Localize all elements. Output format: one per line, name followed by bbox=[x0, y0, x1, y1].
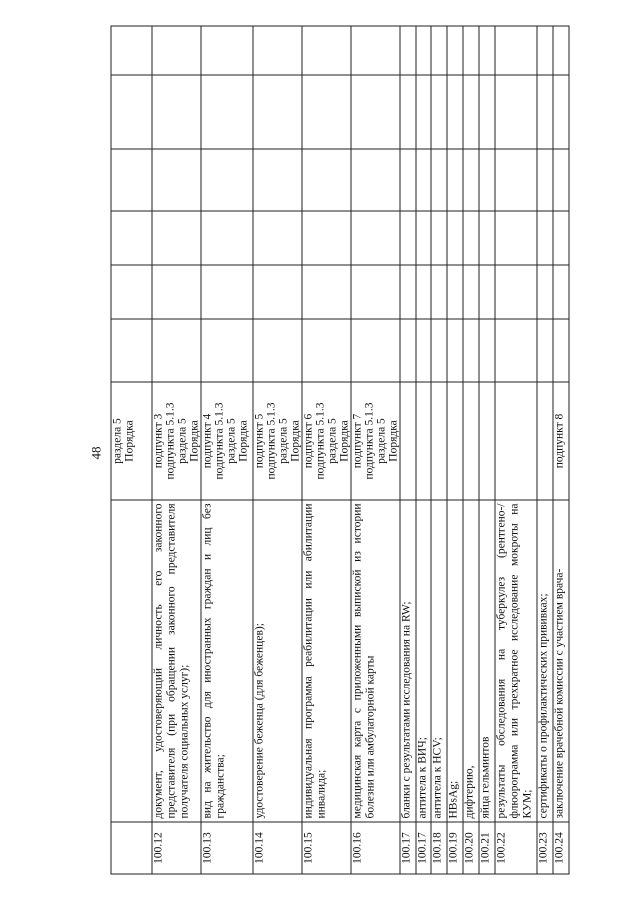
reference-line: подпункт 4 bbox=[201, 413, 213, 468]
document-description: результаты обследования на туберкулез (рентгено-/флюорограмма или трехкратное исследование мокроты на КУМ; bbox=[495, 500, 537, 822]
empty-cell bbox=[416, 26, 431, 75]
empty-cell bbox=[495, 319, 537, 382]
reference-line: Порядка bbox=[338, 419, 350, 462]
reference-cell bbox=[479, 382, 495, 500]
table-row bbox=[537, 26, 553, 874]
table-row bbox=[431, 26, 447, 874]
table-row bbox=[152, 26, 201, 874]
row-number: 100.12 bbox=[152, 822, 201, 874]
empty-cell bbox=[553, 75, 569, 149]
empty-cell bbox=[152, 265, 201, 319]
reference-cell bbox=[416, 382, 431, 500]
empty-cell bbox=[537, 26, 553, 75]
reference-cell bbox=[302, 382, 351, 500]
row-number: 100.19 bbox=[447, 822, 463, 874]
empty-cell bbox=[253, 319, 302, 382]
document-description: сертификаты о профилактических прививках; bbox=[537, 500, 553, 822]
document-description: HBsAg; bbox=[447, 500, 463, 822]
table-row bbox=[553, 26, 569, 874]
empty-cell bbox=[431, 26, 447, 75]
document-description: удостоверение беженца (для беженцев); bbox=[253, 500, 302, 822]
empty-cell bbox=[302, 149, 351, 211]
empty-cell bbox=[111, 149, 152, 211]
empty-cell bbox=[400, 211, 416, 265]
empty-cell bbox=[152, 75, 201, 149]
reference-cell bbox=[111, 382, 152, 500]
table-row bbox=[201, 26, 253, 874]
empty-cell bbox=[400, 149, 416, 211]
reference-cell bbox=[400, 382, 416, 500]
empty-cell bbox=[537, 211, 553, 265]
row-number: 100.14 bbox=[253, 822, 302, 874]
row-number: 100.24 bbox=[553, 822, 569, 874]
empty-cell bbox=[416, 211, 431, 265]
empty-cell bbox=[463, 26, 479, 75]
empty-cell bbox=[201, 26, 253, 75]
empty-cell bbox=[201, 319, 253, 382]
empty-cell bbox=[302, 211, 351, 265]
empty-cell bbox=[447, 319, 463, 382]
document-description: документ, удостоверяющий личность его законного представителя (при обращении законного представителя получателя социальных услуг); bbox=[152, 500, 201, 822]
empty-cell bbox=[431, 211, 447, 265]
empty-cell bbox=[431, 149, 447, 211]
reference-line: раздела 5 bbox=[326, 417, 338, 464]
document-description: бланки с результатами исследования на RW; bbox=[400, 500, 416, 822]
empty-cell bbox=[479, 211, 495, 265]
empty-cell bbox=[537, 75, 553, 149]
empty-cell bbox=[400, 265, 416, 319]
empty-cell bbox=[479, 26, 495, 75]
empty-cell bbox=[537, 319, 553, 382]
reference-line: раздела 5 bbox=[225, 417, 237, 464]
reference-cell bbox=[463, 382, 479, 500]
reference-line: подпункт 3 bbox=[152, 413, 164, 468]
empty-cell bbox=[111, 75, 152, 149]
empty-cell bbox=[495, 265, 537, 319]
row-number bbox=[111, 822, 152, 874]
empty-cell bbox=[253, 265, 302, 319]
empty-cell bbox=[351, 265, 400, 319]
table-body bbox=[111, 26, 569, 874]
empty-cell bbox=[463, 265, 479, 319]
reference-line: подпункт 8 bbox=[553, 413, 565, 468]
empty-cell bbox=[400, 319, 416, 382]
empty-cell bbox=[351, 149, 400, 211]
reference-line: подпункта 5.1.3 bbox=[164, 401, 176, 480]
document-description: вид на жительство для иностранных граждан и лиц без гражданства; bbox=[201, 500, 253, 822]
empty-cell bbox=[253, 149, 302, 211]
empty-cell bbox=[447, 75, 463, 149]
document-description: индивидуальная программа реабилитации или абилитации инвалида; bbox=[302, 500, 351, 822]
empty-cell bbox=[416, 319, 431, 382]
empty-cell bbox=[152, 319, 201, 382]
empty-cell bbox=[400, 75, 416, 149]
empty-cell bbox=[447, 211, 463, 265]
reference-line: подпункта 5.1.3 bbox=[314, 401, 326, 480]
empty-cell bbox=[495, 75, 537, 149]
table-row bbox=[495, 26, 537, 874]
empty-cell bbox=[431, 265, 447, 319]
reference-line: подпункта 5.1.3 bbox=[213, 401, 225, 480]
reference-line: раздела 5 bbox=[176, 417, 188, 464]
empty-cell bbox=[537, 149, 553, 211]
empty-cell bbox=[553, 211, 569, 265]
table-row bbox=[463, 26, 479, 874]
empty-cell bbox=[152, 149, 201, 211]
requirements-table bbox=[110, 25, 569, 874]
empty-cell bbox=[351, 75, 400, 149]
row-number: 100.20 bbox=[463, 822, 479, 874]
empty-cell bbox=[253, 75, 302, 149]
empty-cell bbox=[152, 26, 201, 75]
reference-line: подпункта 5.1.3 bbox=[265, 401, 277, 480]
empty-cell bbox=[416, 75, 431, 149]
reference-line: Порядка bbox=[188, 419, 200, 462]
reference-cell bbox=[201, 382, 253, 500]
empty-cell bbox=[253, 26, 302, 75]
empty-cell bbox=[201, 149, 253, 211]
empty-cell bbox=[416, 265, 431, 319]
empty-cell bbox=[495, 149, 537, 211]
reference-line: Порядка bbox=[123, 419, 135, 462]
row-number: 100.15 bbox=[302, 822, 351, 874]
empty-cell bbox=[553, 26, 569, 75]
reference-line: подпункт 7 bbox=[351, 413, 363, 468]
reference-cell bbox=[553, 382, 569, 500]
empty-cell bbox=[201, 75, 253, 149]
page-number: 48 bbox=[88, 446, 103, 459]
row-number: 100.22 bbox=[495, 822, 537, 874]
reference-cell bbox=[253, 382, 302, 500]
empty-cell bbox=[400, 26, 416, 75]
empty-cell bbox=[479, 319, 495, 382]
empty-cell bbox=[152, 211, 201, 265]
reference-cell bbox=[351, 382, 400, 500]
table-row bbox=[351, 26, 400, 874]
empty-cell bbox=[463, 319, 479, 382]
table-row bbox=[302, 26, 351, 874]
empty-cell bbox=[111, 26, 152, 75]
empty-cell bbox=[302, 319, 351, 382]
document-description: медицинская карта с приложенными выпиской из истории болезни или амбулаторной карты bbox=[351, 500, 400, 822]
document-description: яйца гельминтов bbox=[479, 500, 495, 822]
empty-cell bbox=[479, 75, 495, 149]
table-row bbox=[479, 26, 495, 874]
empty-cell bbox=[447, 149, 463, 211]
empty-cell bbox=[302, 75, 351, 149]
empty-cell bbox=[463, 149, 479, 211]
empty-cell bbox=[495, 211, 537, 265]
reference-cell bbox=[447, 382, 463, 500]
document-description bbox=[111, 500, 152, 822]
row-number: 100.23 bbox=[537, 822, 553, 874]
reference-line: раздела 5 bbox=[111, 417, 123, 464]
empty-cell bbox=[201, 211, 253, 265]
empty-cell bbox=[553, 149, 569, 211]
reference-line: подпункт 6 bbox=[302, 413, 314, 468]
empty-cell bbox=[463, 211, 479, 265]
row-number: 100.17 bbox=[400, 822, 416, 874]
reference-line: Порядка bbox=[237, 419, 249, 462]
document-description: дифтерию, bbox=[463, 500, 479, 822]
document-description: антитела к HCV; bbox=[431, 500, 447, 822]
document-description: антитела к ВИЧ; bbox=[416, 500, 431, 822]
empty-cell bbox=[447, 265, 463, 319]
empty-cell bbox=[351, 211, 400, 265]
reference-line: подпункт 5 bbox=[253, 413, 265, 468]
table-row bbox=[416, 26, 431, 874]
table-row bbox=[400, 26, 416, 874]
empty-cell bbox=[447, 26, 463, 75]
empty-cell bbox=[537, 265, 553, 319]
empty-cell bbox=[479, 149, 495, 211]
document-description: заключение врачебной комиссии с участием врача- bbox=[553, 500, 569, 822]
empty-cell bbox=[302, 26, 351, 75]
empty-cell bbox=[253, 211, 302, 265]
empty-cell bbox=[351, 319, 400, 382]
row-number: 100.17 bbox=[416, 822, 431, 874]
empty-cell bbox=[431, 75, 447, 149]
empty-cell bbox=[416, 149, 431, 211]
reference-cell bbox=[431, 382, 447, 500]
reference-line: Порядка bbox=[289, 419, 301, 462]
empty-cell bbox=[463, 75, 479, 149]
table-row bbox=[447, 26, 463, 874]
reference-line: Порядка bbox=[387, 419, 399, 462]
empty-cell bbox=[302, 265, 351, 319]
empty-cell bbox=[111, 319, 152, 382]
reference-cell bbox=[495, 382, 537, 500]
reference-line: подпункта 5.1.3 bbox=[363, 401, 375, 480]
table-row bbox=[111, 26, 152, 874]
empty-cell bbox=[495, 26, 537, 75]
reference-cell bbox=[537, 382, 553, 500]
reference-cell bbox=[152, 382, 201, 500]
empty-cell bbox=[111, 211, 152, 265]
reference-line: раздела 5 bbox=[277, 417, 289, 464]
row-number: 100.18 bbox=[431, 822, 447, 874]
empty-cell bbox=[111, 265, 152, 319]
row-number: 100.16 bbox=[351, 822, 400, 874]
empty-cell bbox=[431, 319, 447, 382]
empty-cell bbox=[201, 265, 253, 319]
empty-cell bbox=[553, 319, 569, 382]
row-number: 100.13 bbox=[201, 822, 253, 874]
table-row bbox=[253, 26, 302, 874]
empty-cell bbox=[553, 265, 569, 319]
empty-cell bbox=[351, 26, 400, 75]
row-number: 100.21 bbox=[479, 822, 495, 874]
reference-line: раздела 5 bbox=[375, 417, 387, 464]
empty-cell bbox=[479, 265, 495, 319]
